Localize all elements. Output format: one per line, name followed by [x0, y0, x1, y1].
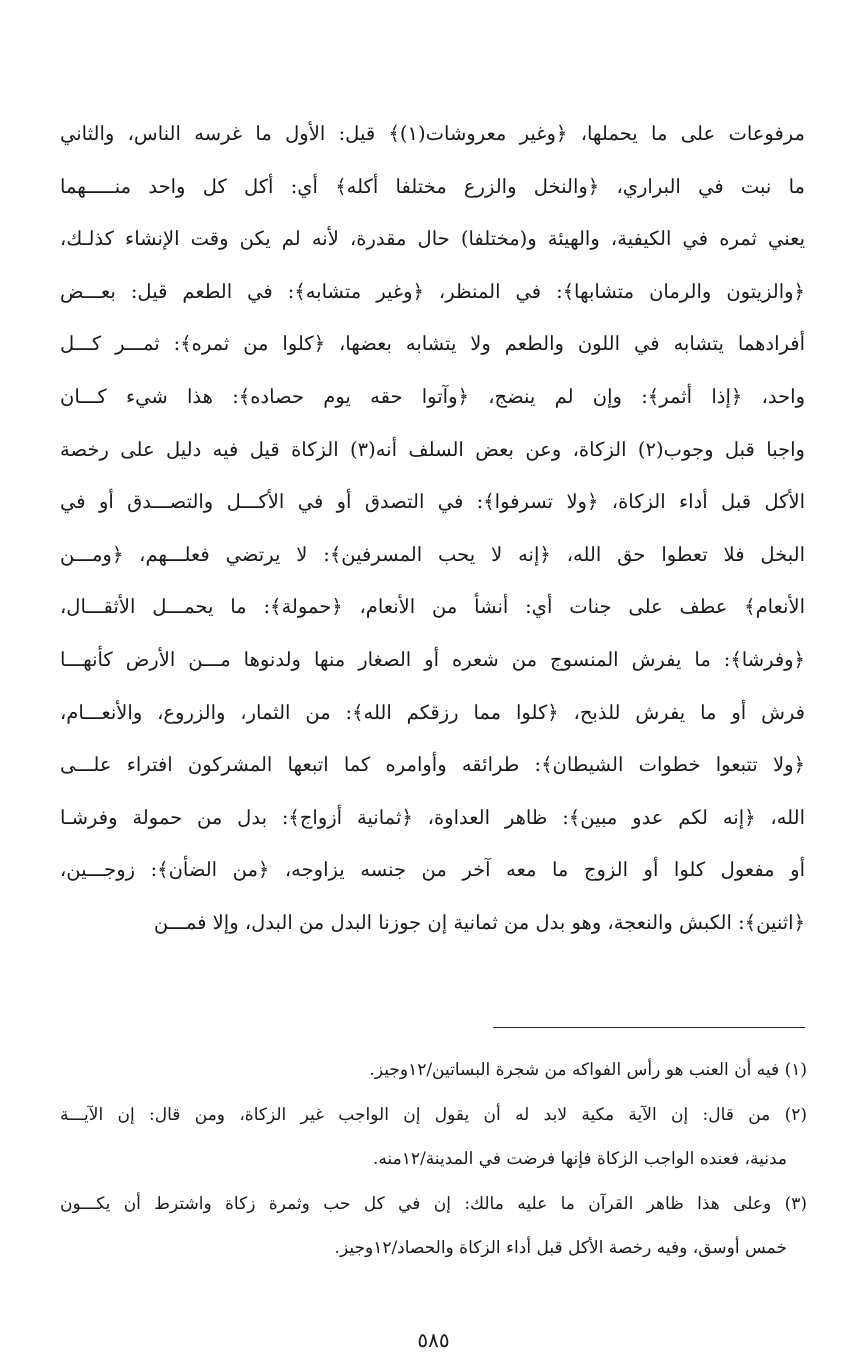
footnote-divider: [493, 1027, 805, 1028]
text-line: مرفوعات على ما يحملها، ﴿وغير معروشات(١)﴾ قيل: الأول ما غرسه الناس، والثاني: [60, 122, 805, 145]
text-line: ﴿اثنين﴾: الكبش والنعجة، وهو بدل من ثمانية إن جوزنا البدل من البدل، وإلا فمـــن: [153, 910, 805, 934]
text-line: فرش أو ما يفرش للذبح، ﴿كلوا مما رزقكم الله﴾: من الثمار، والزروع، والأنعـــام،: [60, 700, 805, 724]
footnote-3: (٣) وعلى هذا ظاهر القرآن ما عليه مالك: إن في كل حب وثمرة زكاة واشترط أن يكـــون: [60, 1193, 807, 1214]
text-line: الأكل قبل أداء الزكاة، ﴿ولا تسرفوا﴾: في التصدق أو في الأكـــل والتصـــدق أو في: [60, 490, 805, 514]
footnotes-block: [60, 1048, 807, 1271]
text-line: أو مفعول كلوا أو الزوج ما معه آخر من جنسه يزاوجه، ﴿من الضأن﴾: زوجـــين،: [60, 858, 805, 882]
text-line: ما نبت في البراري، ﴿والنخل والزرع مختلفا أكله﴾ أي: أكل كل واحد منـــــهما: [60, 174, 805, 198]
footnote-2: (٢) من قال: إن الآية مكية لابد له أن يقول إن الواجب غير الزكاة، ومن قال: إن الآيـــة: [60, 1104, 807, 1125]
page-number: ٥٨٥: [417, 1328, 450, 1352]
text-line: أفرادهما يتشابه في اللون والطعم ولا يتشابه بعضها، ﴿كلوا من ثمره﴾: ثمـــر كـــل: [60, 332, 805, 356]
text-line: الأنعام﴾ عطف على جنات أي: أنشأ من الأنعام، ﴿حمولة﴾: ما يحمـــل الأثقـــال،: [60, 595, 805, 619]
text-line: يعني ثمره في الكيفية، والهيئة و(مختلفا) حال مقدرة، لأنه لم يكن وقت الإنشاء كذلـك،: [60, 227, 805, 251]
main-text-block: [60, 108, 805, 950]
text-line: واحد، ﴿إذا أثمر﴾: وإن لم ينضج، ﴿وآتوا حقه يوم حصاده﴾: هذا شيء كـــان: [60, 384, 805, 408]
text-line: البخل فلا تعطوا حق الله، ﴿إنه لا يحب المسرفين﴾: لا يرتضي فعلـــهم، ﴿ومـــن: [60, 542, 805, 566]
footnote-2-continuation: مدنية، فعنده الواجب الزكاة فإنها فرضت في المدينة/١٢منه.: [372, 1149, 787, 1169]
text-line: ﴿وفرشا﴾: ما يفرش المنسوج من شعره أو الصغار منها ولدنوها مـــن الأرض كأنهـــا: [60, 647, 805, 671]
text-line: الله، ﴿إنه لكم عدو مبين﴾: ظاهر العداوة، ﴿ثمانية أزواج﴾: بدل من حمولة وفرشـا: [60, 805, 805, 829]
text-line: ﴿ولا تتبعوا خطوات الشيطان﴾: طرائقه وأوامره كما اتبعها المشركون افتراء علـــى: [60, 753, 805, 777]
text-line: ﴿والزيتون والرمان متشابها﴾: في المنظر، ﴿وغير متشابه﴾: في الطعم قيل: بعـــض: [60, 279, 805, 303]
footnote-3-continuation: خمس أوسق، وفيه رخصة الأكل قبل أداء الزكاة والحصاد/١٢وجيز.: [334, 1238, 787, 1258]
text-line: واجبا قبل وجوب(٢) الزكاة، وعن بعض السلف أنه(٣) الزكاة قيل فيه دليل على رخصة: [60, 437, 805, 461]
footnote-1: (١) فيه أن العنب هو رأس الفواكه من شجرة البساتين/١٢وجيز.: [369, 1060, 807, 1080]
